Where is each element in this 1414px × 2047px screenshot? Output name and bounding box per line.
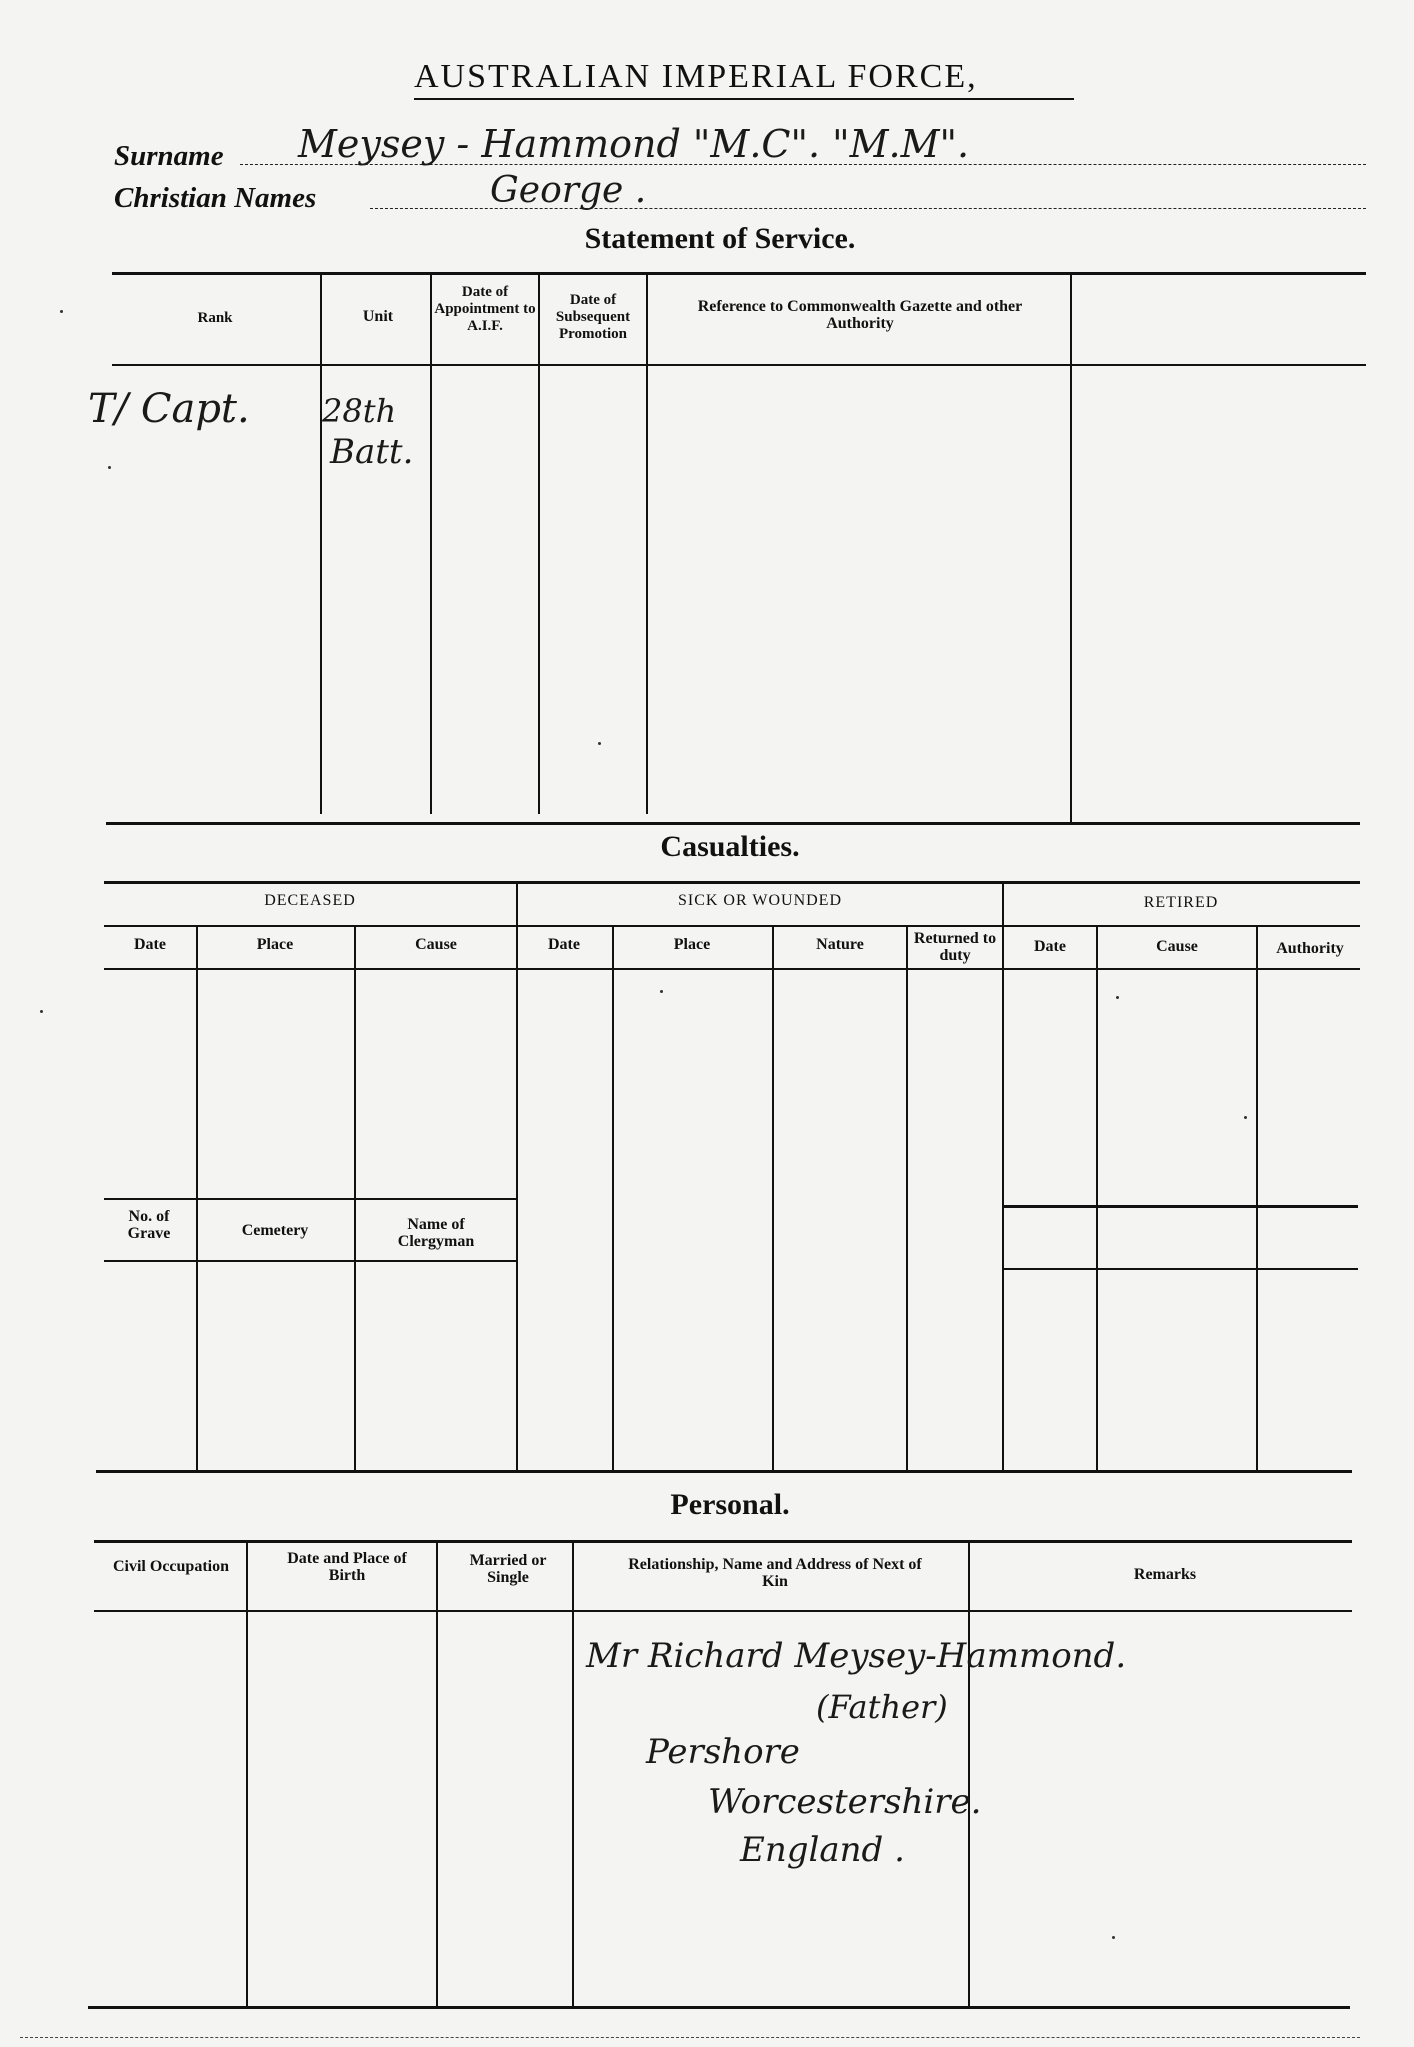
personal-bottom-rule (88, 2006, 1350, 2009)
entry-rank: T/ Capt. (88, 386, 250, 432)
scan-speck (108, 466, 111, 469)
personal-heading: Personal. (670, 1488, 790, 1521)
christian-names-value: George . (490, 170, 647, 211)
sick-col-divider (772, 926, 774, 1471)
service-col-divider (1070, 274, 1072, 822)
col-promotion: Date of Subsequent Promotion (555, 292, 631, 342)
retired-col-cause: Cause (1156, 938, 1198, 955)
form-title: AUSTRALIAN IMPERIAL FORCE, (414, 58, 978, 95)
group-sick: SICK OR WOUNDED (677, 892, 843, 909)
personal-col-married: Married or Single (469, 1552, 547, 1586)
retired-col-date: Date (1034, 938, 1066, 955)
personal-top-rule (94, 1540, 1352, 1543)
entry-unit-line2: Batt. (330, 432, 414, 472)
title-underline (414, 98, 1074, 100)
personal-col-birth: Date and Place of Birth (287, 1550, 407, 1584)
service-heading: Statement of Service. (584, 222, 856, 255)
scan-speck (1244, 1116, 1247, 1119)
service-col-divider (646, 274, 648, 814)
kin-relationship: (Father) (816, 1688, 948, 1726)
deceased-col-date: Date (134, 936, 166, 953)
casualties-group-divider (1002, 883, 1004, 1471)
scan-speck (60, 310, 63, 313)
col-unit: Unit (362, 308, 394, 325)
deceased-col-place: Place (256, 936, 294, 953)
grave-col-number: No. of Grave (127, 1208, 171, 1242)
kin-name: Mr Richard Meysey-Hammond. (586, 1636, 1127, 1676)
personal-col-divider (436, 1542, 438, 2006)
retired-split-rule (1002, 1268, 1358, 1270)
retired-col-authority: Authority (1276, 940, 1344, 957)
casualties-group-divider (516, 883, 518, 1471)
scan-speck (660, 990, 663, 993)
page-bottom-rule (20, 2036, 1360, 2038)
grave-col-clergyman: Name of Clergyman (397, 1216, 475, 1250)
col-appointment: Date of Appointment to A.I.F. (434, 284, 536, 334)
kin-county: Worcestershire. (708, 1782, 982, 1822)
grave-header-rule (104, 1260, 516, 1262)
casualties-header-rule (104, 968, 1360, 970)
col-reference: Reference to Commonwealth Gazette and other Authority (697, 298, 1023, 332)
casualties-heading: Casualties. (660, 830, 800, 863)
sick-col-divider (612, 926, 614, 1471)
col-rank: Rank (197, 310, 233, 326)
personal-col-occupation: Civil Occupation (112, 1558, 229, 1575)
grave-top-rule (104, 1198, 516, 1200)
sick-col-divider (906, 926, 908, 1471)
service-header-rule (112, 364, 1366, 366)
deceased-col-cause: Cause (415, 936, 457, 953)
service-col-divider (538, 274, 540, 814)
retired-col-divider (1256, 926, 1258, 1471)
kin-town: Pershore (646, 1732, 800, 1772)
personal-header-rule (94, 1610, 1352, 1612)
personal-col-remarks: Remarks (1133, 1566, 1197, 1583)
entry-unit-line1: 28th (322, 392, 397, 430)
casualties-bottom-rule (96, 1470, 1352, 1473)
personal-col-divider (572, 1542, 574, 2006)
service-top-rule (112, 272, 1366, 275)
sick-col-returned: Returned to duty (913, 930, 997, 964)
service-col-divider (320, 274, 322, 814)
casualties-group-rule (104, 925, 1360, 927)
service-col-divider (430, 274, 432, 814)
grave-col-cemetery: Cemetery (241, 1222, 309, 1239)
service-bottom-rule (106, 822, 1360, 825)
casualties-top-rule (104, 881, 1360, 884)
sick-col-nature: Nature (816, 936, 864, 953)
group-retired: RETIRED (1143, 894, 1219, 911)
surname-value: Meysey - Hammond "M.C". "M.M". (298, 122, 970, 166)
scan-speck (598, 742, 601, 745)
scan-speck (40, 1010, 43, 1013)
christian-names-label: Christian Names (114, 182, 317, 214)
scan-speck (1112, 1936, 1115, 1939)
group-deceased: DECEASED (264, 892, 356, 909)
retired-col-divider (1096, 926, 1098, 1471)
personal-col-kin: Relationship, Name and Address of Next of Kin (628, 1556, 922, 1590)
sick-col-date: Date (548, 936, 580, 953)
personal-col-divider (246, 1542, 248, 2006)
surname-label: Surname (114, 140, 224, 172)
sick-col-place: Place (673, 936, 711, 953)
scan-speck (1116, 996, 1119, 999)
personal-col-divider (968, 1542, 970, 2006)
retired-split-rule (1002, 1205, 1358, 1208)
kin-country: England . (740, 1830, 905, 1870)
